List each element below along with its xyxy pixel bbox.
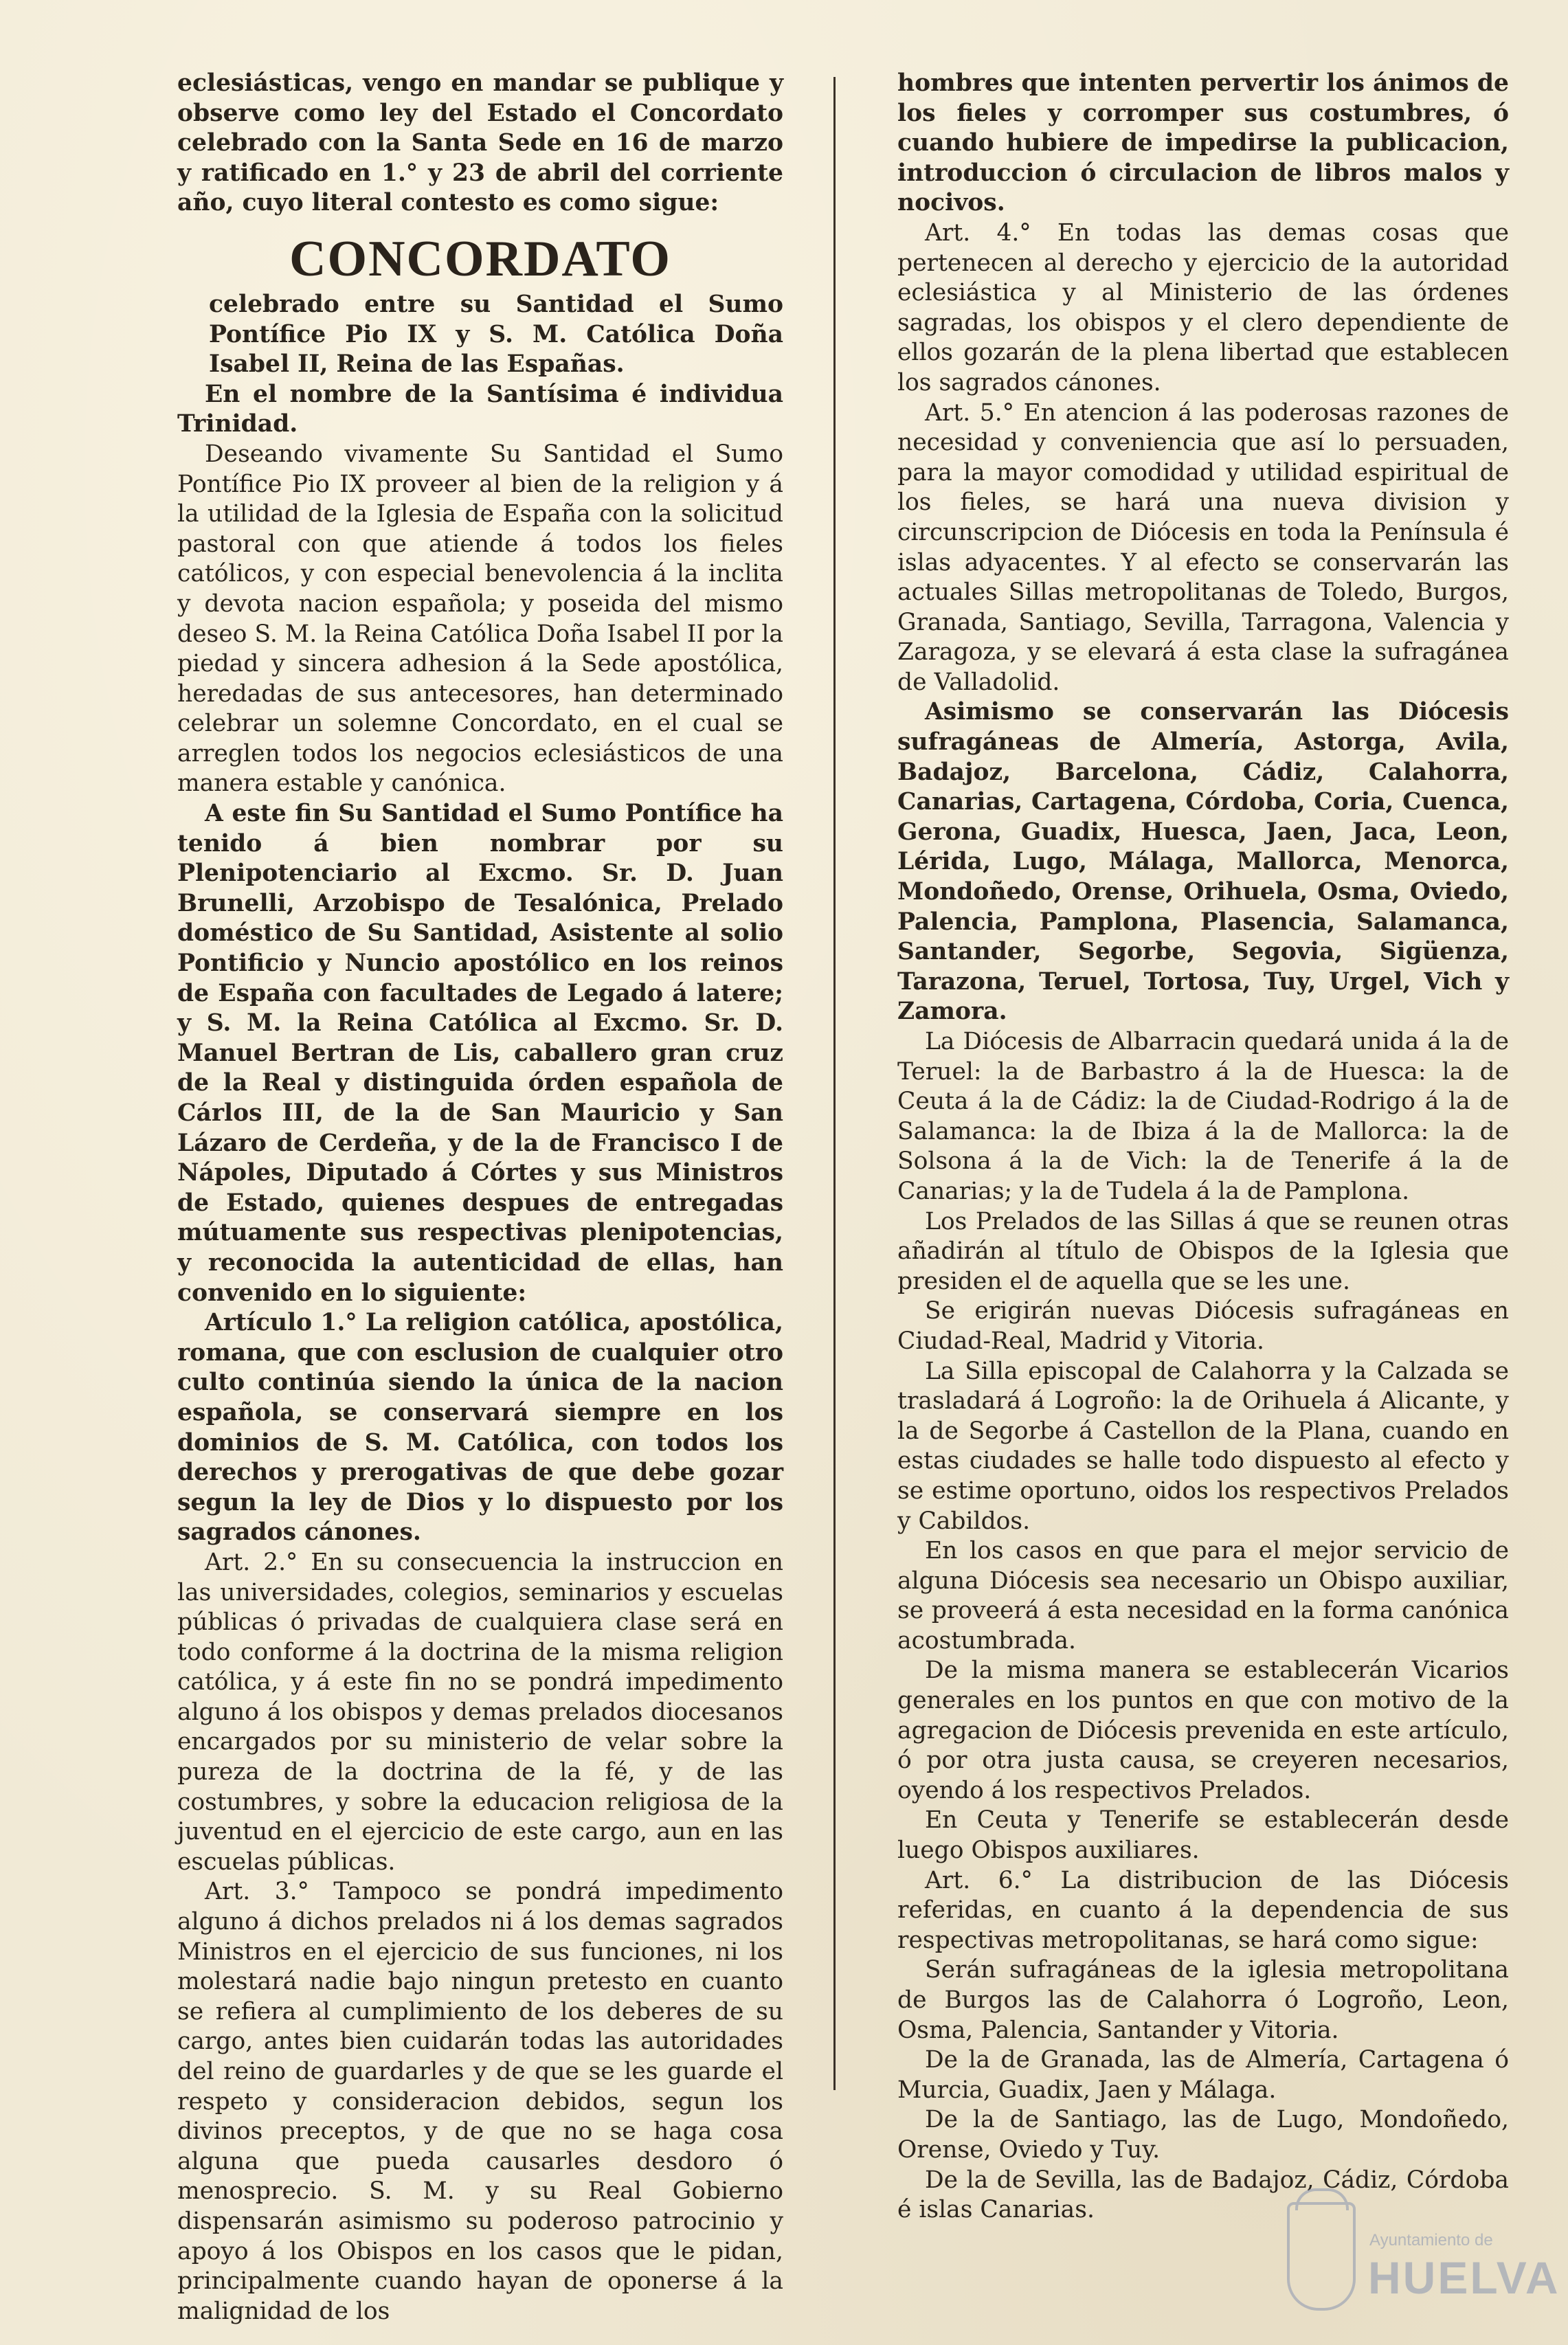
paragraph-albarracin: La Diócesis de Albarracin quedará unida á la de Teruel: la de Barbastro á la de Huesca: la de Ceuta á la de Cádiz: la de Ciudad-Rodrigo á la de Salamanca: la de Ibiza á la de Mallorca: la de Solsona á la de Vich: la de Tenerife á la de Canarias; y la de Tudela á la de Pamplona.	[897, 1028, 1509, 1205]
right-column	[897, 69, 1509, 2225]
shield-icon	[1287, 2202, 1356, 2311]
intro-paragraph: eclesiásticas, vengo en mandar se publique y observe como ley del Estado el Concordato celebrado con la Santa Sede en 16 de marzo y ratificado en 1.° y 23 de abril del corriente año, cuyo literal contesto es como sigue:	[177, 69, 783, 217]
article-5: Art. 5.° En atencion á las poderosas razones de necesidad y conveniencia que así lo persuaden, para la mayor comodidad y utilidad espiritual de los fieles, se hará una nueva division y circunscripcion de Diócesis en toda la Península é islas adyacentes. Y al efecto se conservarán las actuales Sillas metropolitanas de Toledo, Burgos, Granada, Santiago, Sevilla, Tarragona, Valencia y Zaragoza, y se elevará á esta clase la sufragánea de Valladolid.	[897, 399, 1509, 696]
watermark-big-text: HUELVA	[1368, 2252, 1560, 2303]
paragraph-burgos: Serán sufragáneas de la iglesia metropolitana de Burgos las de Calahorra ó Logroño, Leon, Osma, Palencia, Santander y Vitoria.	[897, 1956, 1509, 2044]
paragraph-sevilla: De la de Sevilla, las de Badajoz, Cádiz, Córdoba é islas Canarias.	[897, 2166, 1509, 2224]
article-6: Art. 6.° La distribucion de las Diócesis referidas, en cuanto á la dependencia de sus respectivas metropolitanas, se hará como sigue:	[897, 1866, 1509, 1954]
paragraph-prelados: Los Prelados de las Sillas á que se reunen otras añadirán al título de Obispos de la Iglesia que presiden el de aquella que se les une.	[897, 1207, 1509, 1295]
paragraph-calahorra: La Silla episcopal de Calahorra y la Calzada se trasladará á Logroño: la de Orihuela á Alicante, y la de Segorbe á Castellon de la Plana, cuando en estas ciudades se halle todo dispuesto al efecto y se estime oportuno, oidos los respectivos Prelados y Cabildos.	[897, 1357, 1509, 1535]
paragraph-santiago: De la de Santiago, las de Lugo, Mondoñedo, Orense, Oviedo y Tuy.	[897, 2106, 1509, 2164]
page-title: CONCORDATO	[289, 230, 671, 287]
continuation-paragraph: hombres que intenten pervertir los ánimos de los fieles y corromper sus costumbres, ó cuando hubiere de impedirse la publicacion, introduccion ó circulacion de libros malos y nocivos.	[897, 69, 1509, 217]
paragraph-vicarios: De la misma manera se establecerán Vicarios generales en los puntos en que con motivo de la agregacion de Diócesis prevenida en este artículo, ó por otra justa causa, se creyeren necesarios, oyendo á los respectivos Prelados.	[897, 1657, 1509, 1804]
left-column	[177, 69, 783, 2326]
invocation: En el nombre de la Santísima é individua Trinidad.	[177, 380, 783, 438]
subtitle: celebrado entre su Santidad el Sumo Pontífice Pio IX y S. M. Católica Doña Isabel II, Reina de las Españas.	[209, 290, 783, 379]
paragraph-ceuta: En Ceuta y Tenerife se establecerán desde luego Obispos auxiliares.	[897, 1806, 1509, 1865]
paragraph-preamble: Deseando vivamente Su Santidad el Sumo Pontífice Pio IX proveer al bien de la religion y á la utilidad de la Iglesia de España con la solicitud pastoral con que atiende á todos los fieles católicos, y con especial benevolencia á la inclita y devota nacion española; y poseida del mismo deseo S. M. la Reina Católica Doña Isabel II por la piedad y sincera adhesion á la Sede apostólica, heredadas de sus antecesores, han determinado celebrar un solemne Concordato, en el cual se arreglen todos los negocios eclesiásticos de una manera estable y canónica.	[177, 440, 783, 798]
paragraph-sufraganeas: Asimismo se conservarán las Diócesis sufragáneas de Almería, Astorga, Avila, Badajoz, Barcelona, Cádiz, Calahorra, Canarias, Cartagena, Córdoba, Coria, Cuenca, Gerona, Guadix, Huesca, Jaen, Jaca, Leon, Lérida, Lugo, Málaga, Mallorca, Menorca, Mondoñedo, Orense, Orihuela, Osma, Oviedo, Palencia, Pamplona, Plasencia, Salamanca, Santander, Segorbe, Segovia, Sigüenza, Tarazona, Teruel, Tortosa, Tuy, Urgel, Vich y Zamora.	[897, 698, 1509, 1026]
article-3: Art. 3.° Tampoco se pondrá impedimento alguno á dichos prelados ni á los demas sagrados Ministros en el ejercicio de sus funciones, ni los molestará nadie bajo ningun pretesto en cuanto se refiera al cumplimiento de los deberes de su cargo, antes bien cuidarán todas las autoridades del reino de guardarles y de que se les guarde el respeto y consideracion debidos, segun los divinos preceptos, y de que no se haga cosa alguna que pueda causarles desdoro ó menosprecio. S. M. y su Real Gobierno dispensarán asimismo su poderoso patrocinio y apoyo á los Obispos en los casos que le pidan, principalmente cuando hayan de oponerse á la malignidad de los	[177, 1878, 783, 2325]
paragraph-erigiran: Se erigirán nuevas Diócesis sufragáneas en Ciudad-Real, Madrid y Vitoria.	[897, 1297, 1509, 1355]
huelva-watermark	[1275, 2188, 1560, 2319]
paragraph-auxiliar: En los casos en que para el mejor servicio de alguna Diócesis sea necesario un Obispo auxiliar, se proveerá á esta necesidad en la forma canónica acostumbrada.	[897, 1537, 1509, 1654]
article-2: Art. 2.° En su consecuencia la instruccion en las universidades, colegios, seminarios y escuelas públicas ó privadas de cualquiera clase será en todo conforme á la doctrina de la misma religion católica, y á este fin no se pondrá impedimento alguno á los obispos y demas prelados diocesanos encargados por su ministerio de velar sobre la pureza de la doctrina de la fé, y de las costumbres, y sobre la educacion religiosa de la juventud en el ejercicio de este cargo, aun en las escuelas públicas.	[177, 1548, 783, 1876]
paragraph-plenipotentiaries: A este fin Su Santidad el Sumo Pontífice ha tenido á bien nombrar por su Plenipotenciario al Excmo. Sr. D. Juan Brunelli, Arzobispo de Tesalónica, Prelado doméstico de Su Santidad, Asistente al solio Pontificio y Nuncio apostólico en los reinos de España con facultades de Legado á latere; y S. M. la Reina Católica al Excmo. Sr. D. Manuel Bertran de Lis, caballero gran cruz de la Real y distinguida órden española de Cárlos III, de la de San Mauricio y San Lázaro de Cerdeña, y de la de Francisco I de Nápoles, Diputado á Córtes y sus Ministros de Estado, quienes despues de entregadas mútuamente sus respectivas plenipotencias, y reconocida la autenticidad de ellas, han convenido en lo siguiente:	[177, 800, 783, 1307]
paragraph-granada: De la de Granada, las de Almería, Cartagena ó Murcia, Guadix, Jaen y Málaga.	[897, 2046, 1509, 2104]
column-divider	[833, 77, 836, 2090]
article-1: Artículo 1.° La religion católica, apostólica, romana, que con esclusion de cualquier otro culto continúa siendo la única de la nacion española, se conservará siempre en los dominios de S. M. Católica, con todos los derechos y prerogativas de que debe gozar segun la ley de Dios y lo dispuesto por los sagrados cánones.	[177, 1309, 783, 1547]
article-4: Art. 4.° En todas las demas cosas que pertenecen al derecho y ejercicio de la autoridad eclesiástica y al Ministerio de las órdenes sagradas, los obispos y el clero dependiente de ellos gozarán de la plena libertad que establecen los sagrados cánones.	[897, 218, 1509, 396]
watermark-small-text: Ayuntamiento de	[1369, 2231, 1493, 2249]
